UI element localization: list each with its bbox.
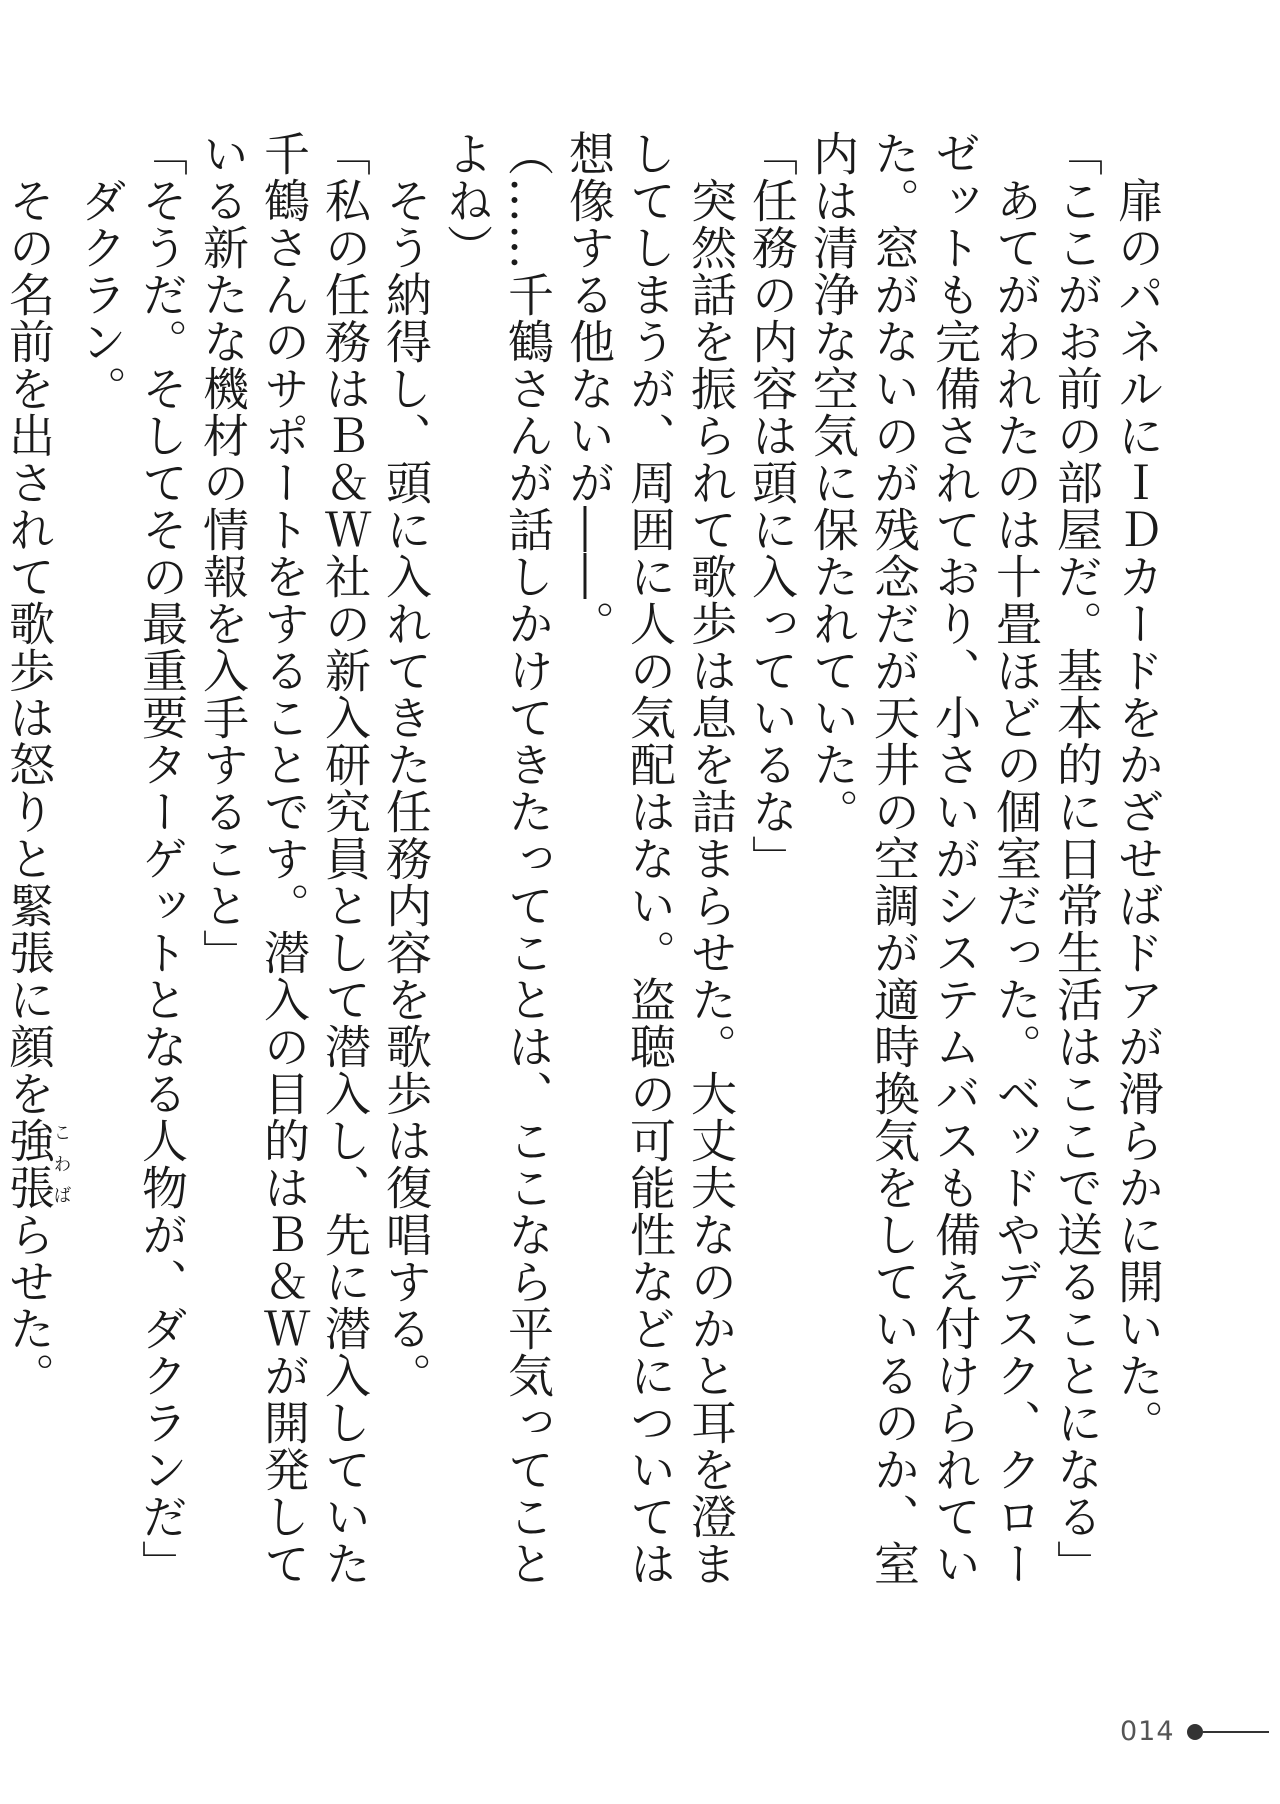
dialogue-line: 「そうだ。そしてその最重要ターゲットとなる人物が、ダクランだ」 bbox=[135, 130, 189, 1587]
paragraph: 扉のパネルにＩＤカードをかざせばドアが滑らかに開いた。 bbox=[1111, 130, 1165, 1446]
dialogue-line: 「私の任務はＢ＆Ｗ社の新入研究員として潜入し、先に潜入していた千鶴さんのサポートをすることです。潜入の目的はＢ＆Ｗが開発している新たな機材の情報を入手すること」 bbox=[196, 130, 372, 1587]
ruby-annotation bbox=[2, 1117, 72, 1211]
paragraph: 突然話を振られて歌歩は息を詰まらせた。大丈夫なのかと耳を澄ましてしまうが、周囲に人の気配はない。盗聴の可能性などについては想像する他ないが――。 bbox=[562, 130, 738, 1587]
ruby-reading: こわば bbox=[50, 1117, 72, 1211]
page-number: 014 bbox=[1120, 1716, 1175, 1747]
ruby-base: 強張 bbox=[2, 1117, 56, 1211]
paragraph: ダクラン。 bbox=[74, 130, 128, 412]
novel-text-block bbox=[2, 130, 1168, 1600]
paragraph-part: らせた。 bbox=[2, 1211, 56, 1399]
paragraph-part: その名前を出されて歌歩は怒りと緊張に顔を bbox=[2, 130, 56, 1117]
paragraph: そう納得し、頭に入れてきた任務内容を歌歩は復唱する。 bbox=[379, 130, 433, 1399]
page-footer bbox=[1120, 1716, 1269, 1747]
paragraph-with-ruby bbox=[0, 130, 70, 1600]
paragraph: あてがわれたのは十畳ほどの個室だった。ベッドやデスク、クローゼットも完備されており、小さいがシステムバスも備え付けられていた。窓がないのが残念だが天井の空調が適時換気をしているのか、室内は清浄な空気に保たれていた。 bbox=[806, 130, 1043, 1587]
footer-rule-ornament bbox=[1203, 1731, 1269, 1733]
footer-dot-ornament bbox=[1187, 1724, 1203, 1740]
inner-thought-line: （……千鶴さんが話しかけてきたってことは、ここなら平気ってことよね） bbox=[440, 130, 555, 1587]
dialogue-line: 「ここがお前の部屋だ。基本的に日常生活はここで送ることになる」 bbox=[1050, 130, 1104, 1587]
dialogue-line: 「任務の内容は頭に入っているな」 bbox=[745, 130, 799, 882]
